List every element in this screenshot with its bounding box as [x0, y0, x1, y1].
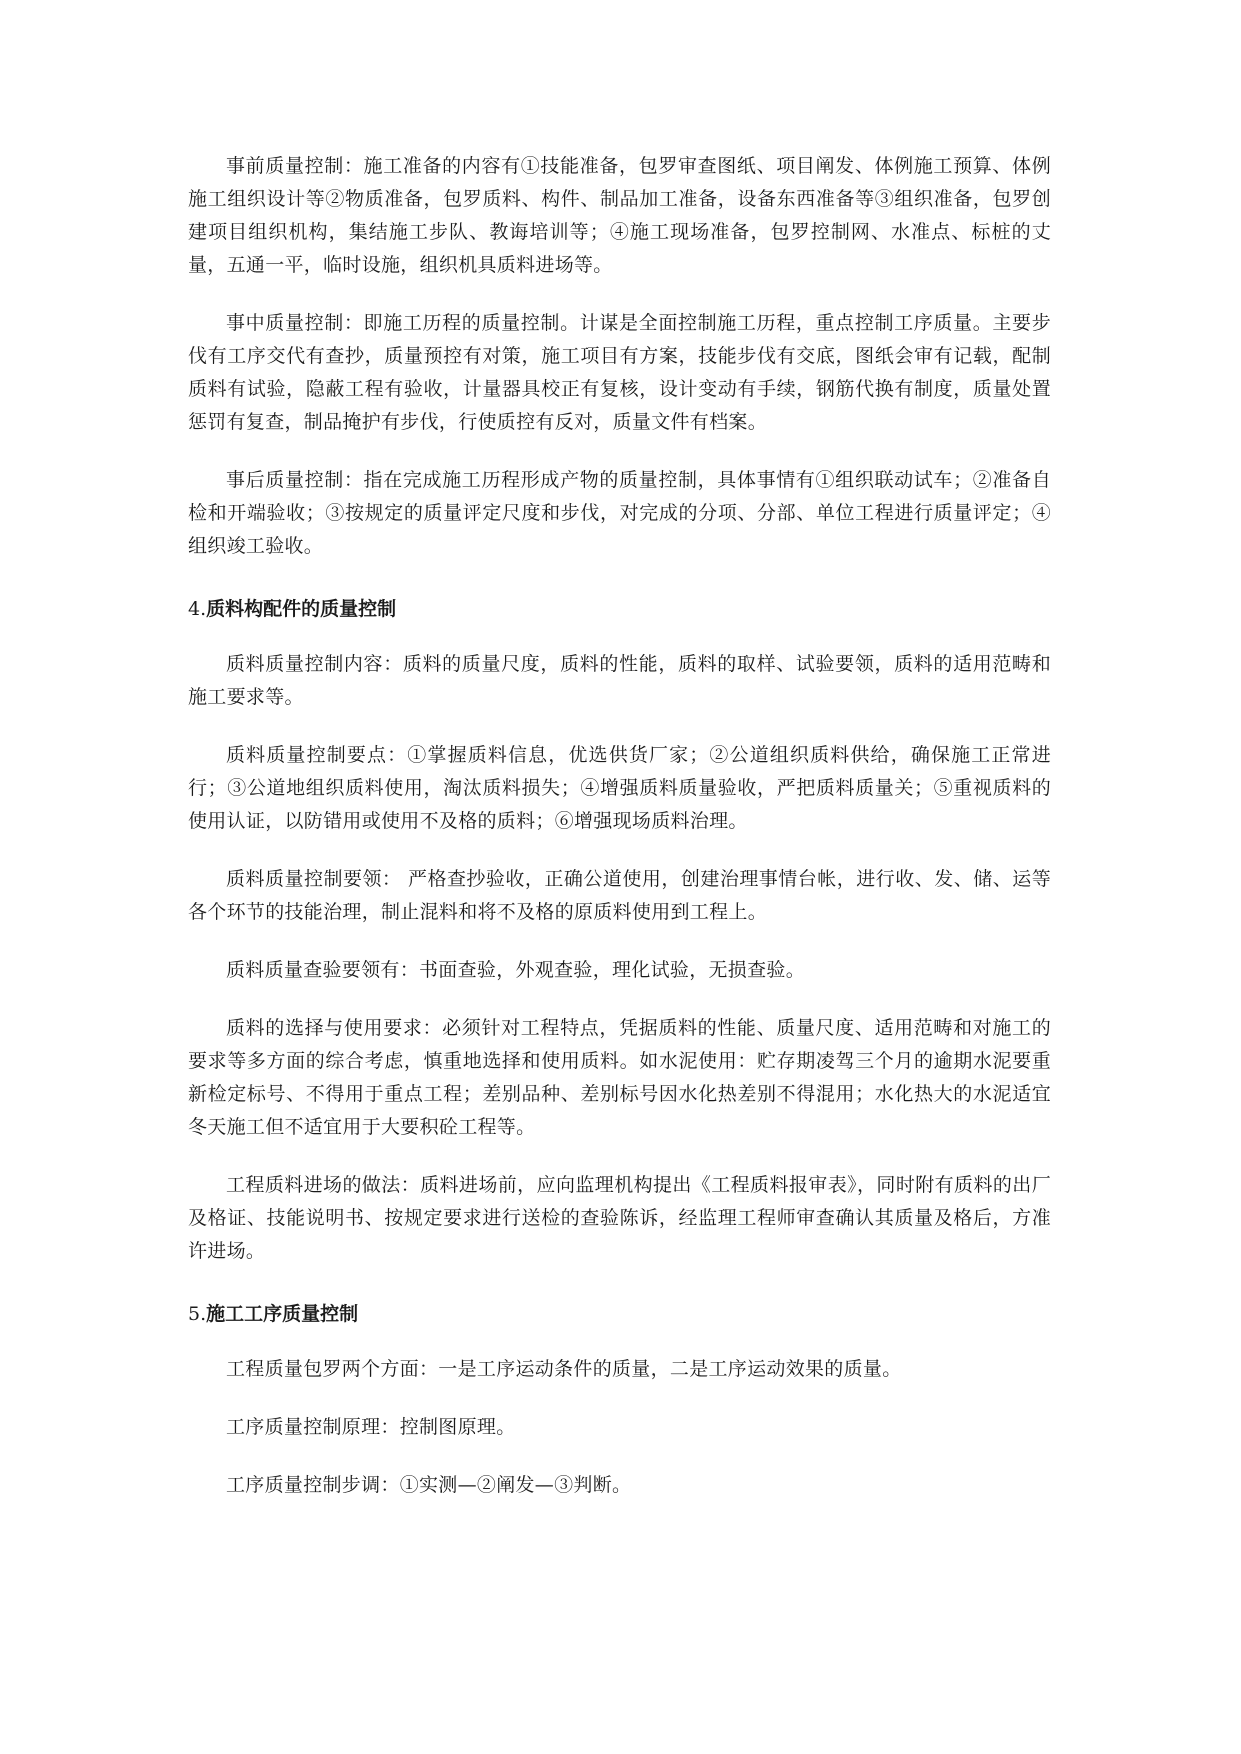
section-5-title: 施工工序质量控制: [206, 1303, 359, 1325]
section-5-number: 5.: [188, 1303, 207, 1325]
paragraph-material-selection: 质料的选择与使用要求：必须针对工程特点，凭据质料的性能、质量尺度、适用范畴和对施工的要求等多方面的综合考虑，慎重地选择和使用质料。如水泥使用：贮存期凌驾三个月的逾期水泥要重新检定标号、不得用于重点工程；差别品种、差别标号因水化热差别不得混用；水化热大的水泥适宜冬天施工但不适宜用于大要积砼工程等。: [188, 1017, 1051, 1138]
paragraph-engineering-quality: 工程质量包罗两个方面：一是工序运动条件的质量，二是工序运动效果的质量。: [226, 1358, 902, 1380]
paragraph-post-control: 事后质量控制：指在完成施工历程形成产物的质量控制，具体事情有①组织联动试车；②准备自检和开端验收；③按规定的质量评定尺度和步伐，对完成的分项、分部、单位工程进行质量评定；④组织竣工验收。: [188, 469, 1051, 557]
paragraph-material-control-points: 质料质量控制要点：①掌握质料信息，优选供货厂家；②公道组织质料供给，确保施工正常进行；③公道地组织质料使用，淘汰质料损失；④增强质料质量验收，严把质料质量关；⑤重视质料的使用认证，以防错用或使用不及格的质料；⑥增强现场质料治理。: [188, 744, 1051, 832]
paragraph-material-control-methods: 质料质量控制要领： 严格查抄验收，正确公道使用，创建治理事情台帐，进行收、发、储、运等各个环节的技能治理，制止混料和将不及格的原质料使用到工程上。: [188, 868, 1051, 923]
paragraph-pre-control: 事前质量控制：施工准备的内容有①技能准备，包罗审查图纸、项目阐发、体例施工预算、体例施工组织设计等②物质准备，包罗质料、构件、制品加工准备，设备东西准备等③组织准备，包罗创建项目组织机构，集结施工步队、教诲培训等；④施工现场准备，包罗控制网、水准点、标桩的丈量，五通一平，临时设施，组织机具质料进场等。: [188, 155, 1051, 276]
section-4-title: 质料构配件的质量控制: [206, 598, 397, 620]
section-5-heading: [188, 1298, 1051, 1331]
paragraph-material-inspection-methods: 质料质量查验要领有：书面查验，外观查验，理化试验，无损查验。: [226, 959, 806, 981]
paragraph-process-principle: 工序质量控制原理：控制图原理。: [226, 1416, 516, 1438]
paragraph-material-control-content: 质料质量控制内容：质料的质量尺度，质料的性能，质料的取样、试验要领，质料的适用范畴和施工要求等。: [188, 653, 1051, 708]
paragraph-material-entry: 工程质料进场的做法：质料进场前，应向监理机构提出《工程质料报审表》，同时附有质料的出厂及格证、技能说明书、按规定要求进行送检的查验陈诉，经监理工程师审查确认其质量及格后，方准许进场。: [188, 1174, 1051, 1262]
paragraph-in-process-control: 事中质量控制：即施工历程的质量控制。计谋是全面控制施工历程，重点控制工序质量。主要步伐有工序交代有查抄，质量预控有对策，施工项目有方案，技能步伐有交底，图纸会审有记载，配制质料有试验，隐蔽工程有验收，计量器具校正有复核，设计变动有手续，钢筋代换有制度，质量处置惩罚有复查，制品掩护有步伐，行使质控有反对，质量文件有档案。: [188, 312, 1051, 433]
paragraph-process-steps: 工序质量控制步调：①实测—②阐发—③判断。: [226, 1474, 632, 1496]
section-4-number: 4.: [188, 598, 207, 620]
section-4-heading: [188, 593, 1051, 626]
